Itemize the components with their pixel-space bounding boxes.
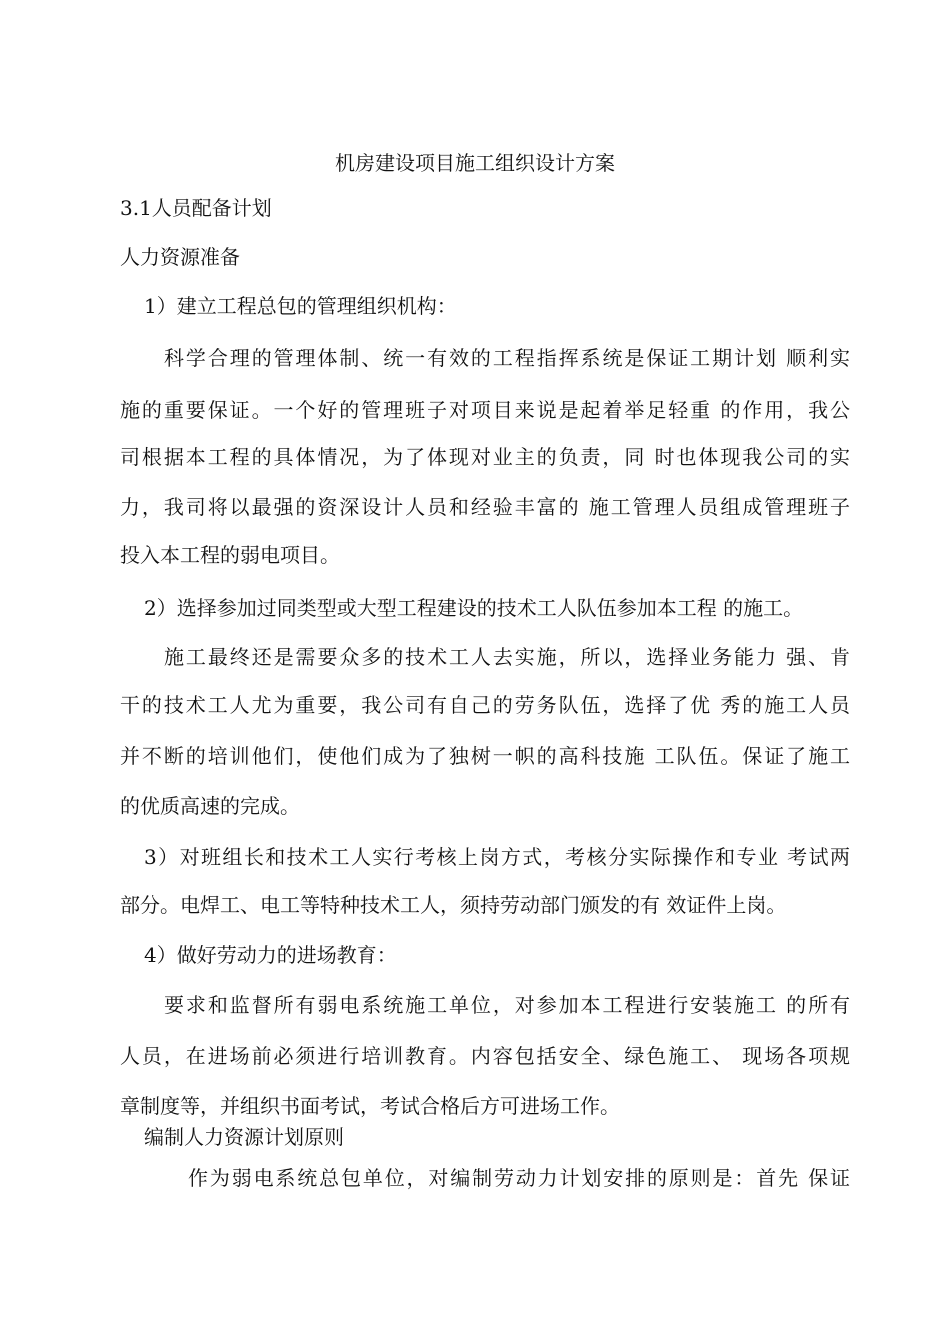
subsection-heading-hr-plan-principles: 编制人力资源计划原则: [144, 1125, 344, 1149]
item-4-paragraph-line: 章制度等，并组织书面考试，考试合格后方可进场工作。: [120, 1094, 620, 1118]
item-2-paragraph-line: 并不断的培训他们，使他们成为了独树一帜的高科技施 工队伍。保证了施工: [120, 744, 850, 768]
item-3-paragraph-line: 3）对班组长和技术工人实行考核上岗方式，考核分实际操作和专业 考试两: [144, 845, 850, 869]
item-4-heading: 4）做好劳动力的进场教育：: [144, 943, 397, 967]
item-1-paragraph-line: 司根据本工程的具体情况，为了体现对业主的负责，同 时也体现我公司的实: [120, 445, 850, 469]
item-1-paragraph-line: 施的重要保证。一个好的管理班子对项目来说是起着举足轻重 的作用，我公: [120, 398, 850, 422]
item-4-paragraph-line: 人员，在进场前必须进行培训教育。内容包括安全、绿色施工、 现场各项规: [120, 1044, 850, 1068]
item-1-paragraph-line: 投入本工程的弱电项目。: [120, 543, 340, 567]
item-2-heading: 2）选择参加过同类型或大型工程建设的技术工人队伍参加本工程 的施工。: [144, 596, 804, 620]
section-heading: 3.1人员配备计划: [120, 196, 272, 220]
item-2-paragraph-line: 干的技术工人尤为重要，我公司有自己的劳务队伍，选择了优 秀的施工人员: [120, 693, 850, 717]
principle-paragraph-line: 作为弱电系统总包单位，对编制劳动力计划安排的原则是：首先 保证: [188, 1166, 850, 1190]
item-3-paragraph-line: 部分。电焊工、电工等特种技术工人，须持劳动部门颁发的有 效证件上岗。: [120, 893, 787, 917]
item-1-paragraph-line: 力，我司将以最强的资深设计人员和经验丰富的 施工管理人员组成管理班子: [120, 495, 850, 519]
item-1-paragraph-line: 科学合理的管理体制、统一有效的工程指挥系统是保证工期计划 顺利实: [164, 346, 850, 370]
item-4-paragraph-line: 要求和监督所有弱电系统施工单位，对参加本工程进行安装施工 的所有: [164, 993, 850, 1017]
document-title: 机房建设项目施工组织设计方案: [335, 151, 615, 175]
item-2-paragraph-line: 的优质高速的完成。: [120, 794, 300, 818]
item-2-paragraph-line: 施工最终还是需要众多的技术工人去实施，所以，选择业务能力 强、肯: [164, 645, 850, 669]
subsection-heading-hr-preparation: 人力资源准备: [120, 245, 240, 269]
item-1-heading: 1）建立工程总包的管理组织机构：: [144, 294, 457, 318]
